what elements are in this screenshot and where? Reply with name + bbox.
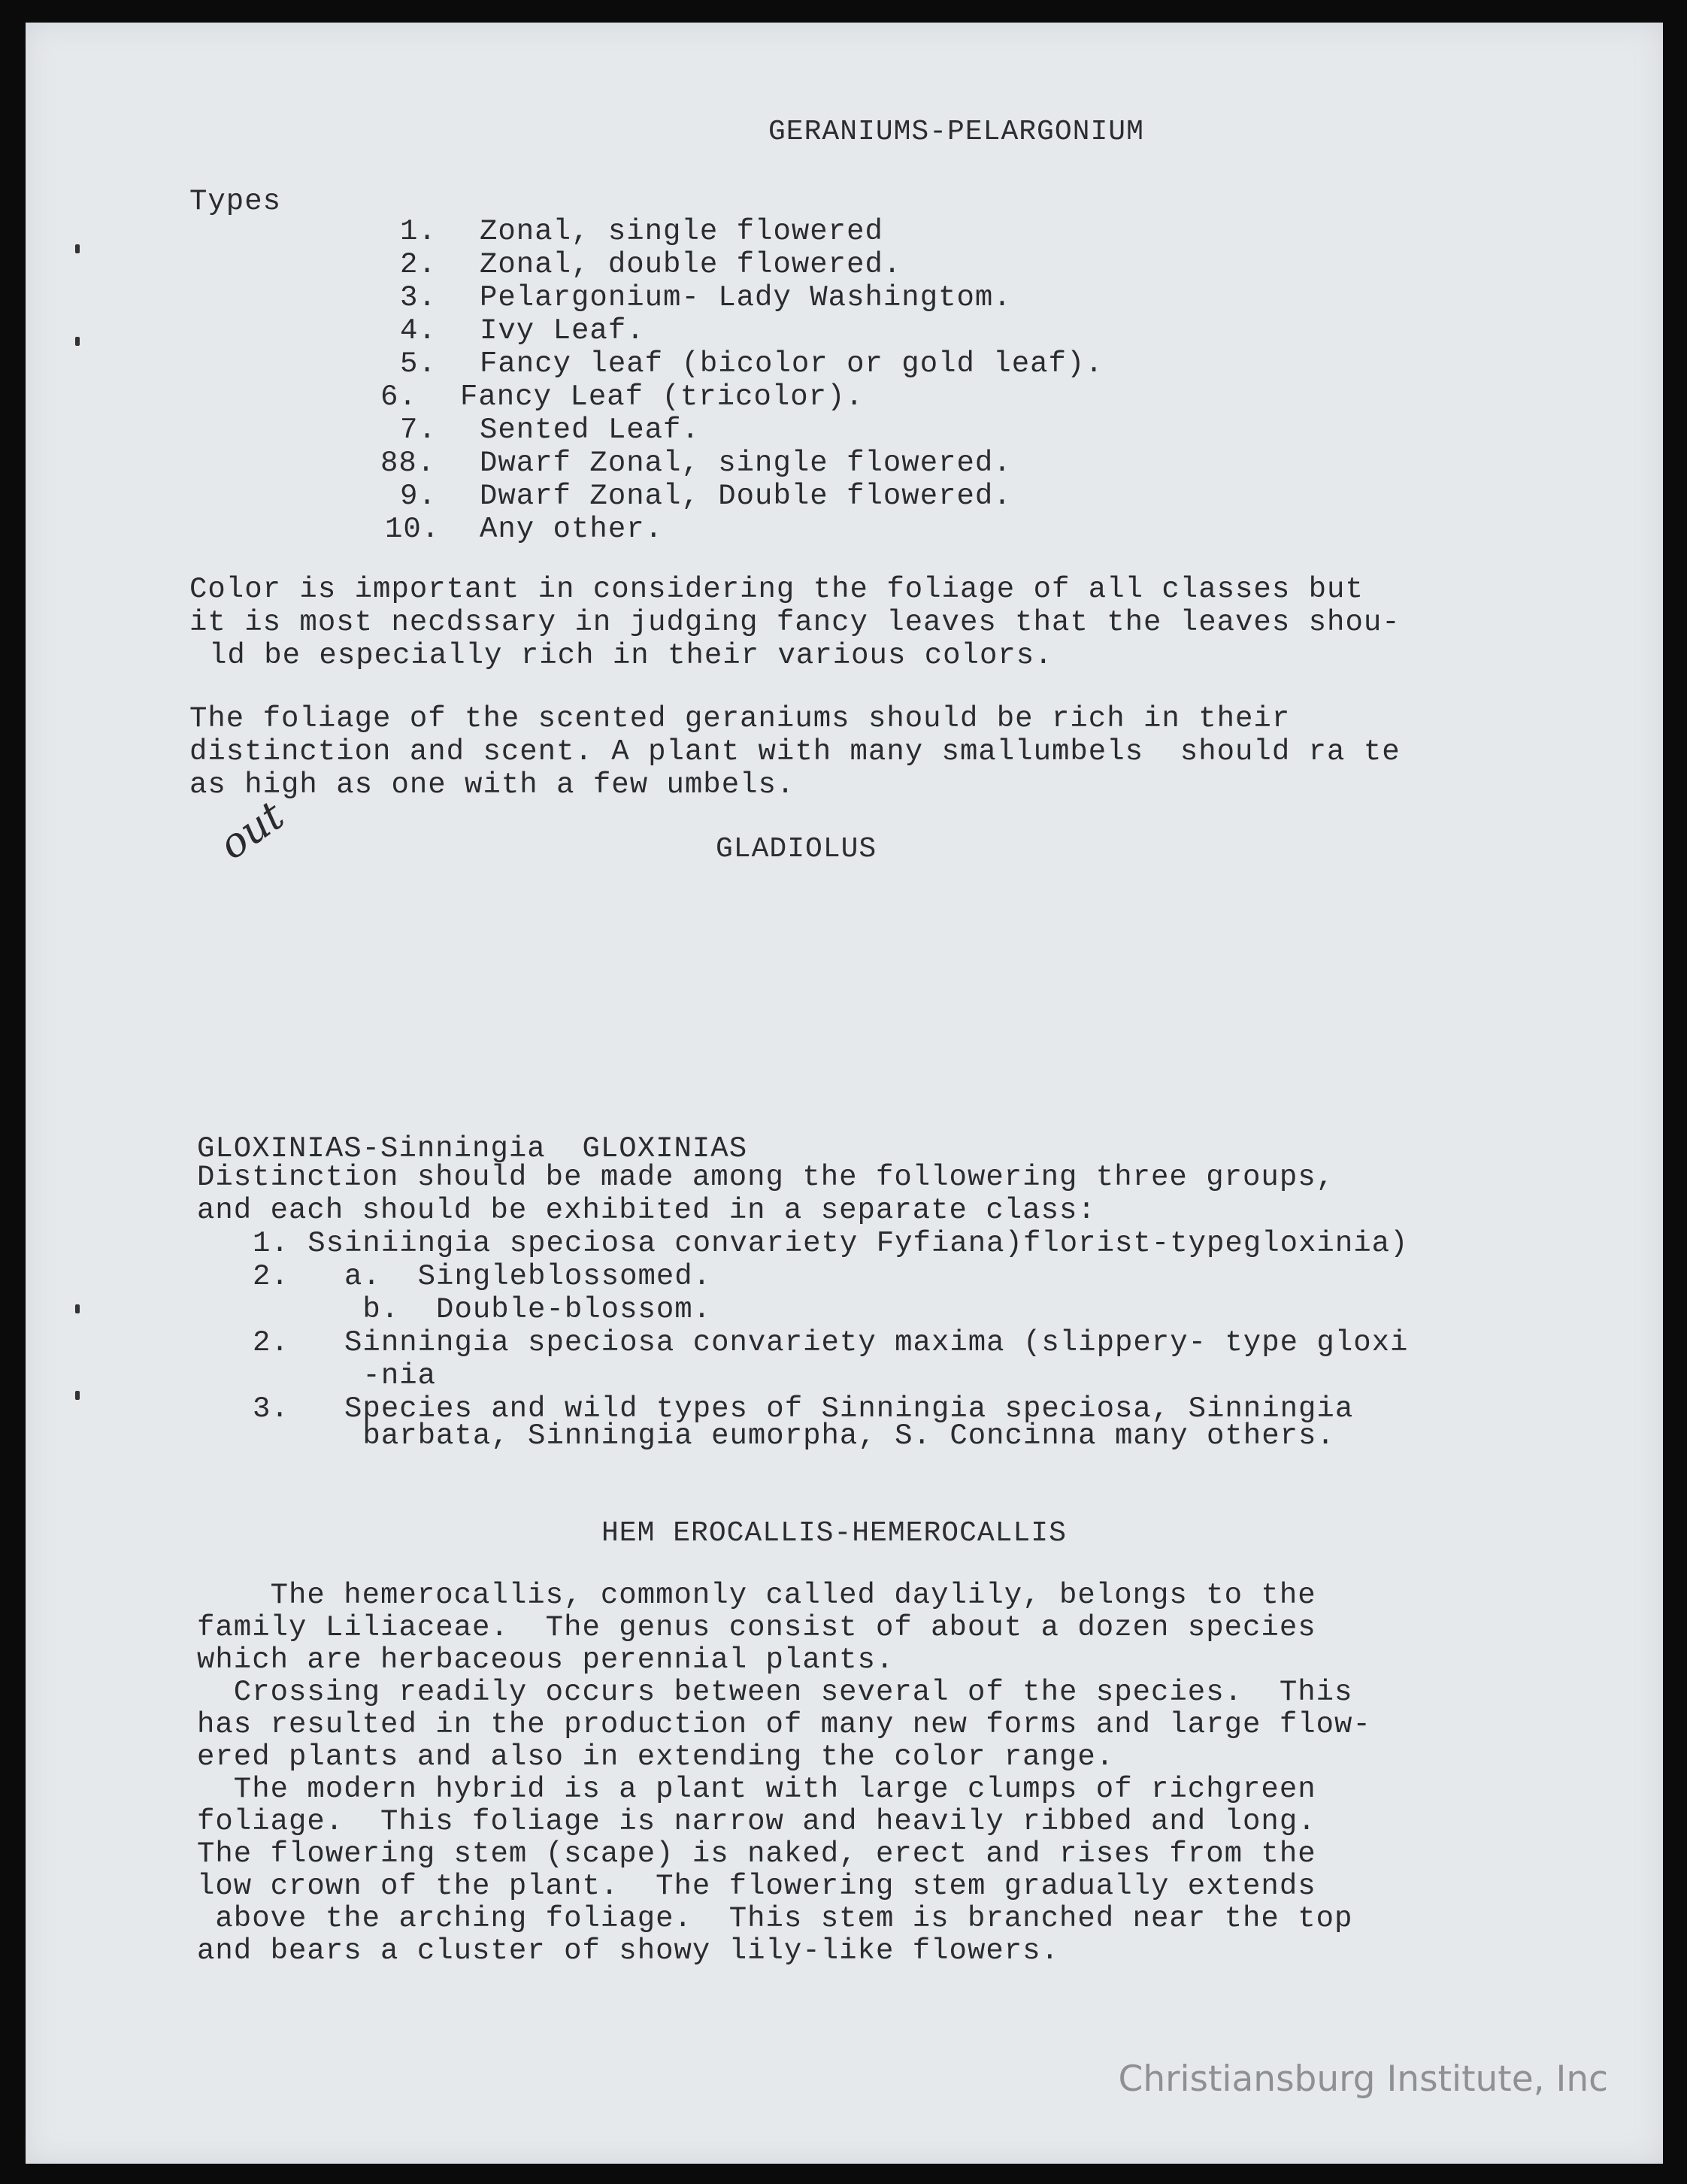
list-item: barbata, Sinningia eumorpha, S. Concinna many others. bbox=[253, 1419, 1335, 1452]
gloxinias-intro-line: Distinction should be made among the followering three groups, bbox=[197, 1161, 1335, 1194]
type-text: Ivy Leaf. bbox=[480, 314, 645, 347]
type-text: Pelargonium- Lady Washingtom. bbox=[480, 281, 1012, 314]
type-number: 88. bbox=[380, 447, 436, 480]
list-item: b. Double-blossom. bbox=[253, 1293, 712, 1326]
list-item: 2. Sinningia speciosa convariety maxima (slippery- type gloxi bbox=[253, 1326, 1409, 1359]
type-number: 1. bbox=[400, 215, 437, 248]
paragraph-line: and bears a cluster of showy lily-like flowers. bbox=[197, 1934, 1059, 1967]
type-number: 2. bbox=[400, 248, 437, 281]
margin-mark bbox=[75, 1391, 80, 1400]
paragraph-line: low crown of the plant. The flowering stem gradually extends bbox=[197, 1870, 1316, 1903]
paragraph-line: Color is important in considering the foliage of all classes but bbox=[189, 573, 1364, 606]
type-number: 6. bbox=[380, 380, 417, 413]
type-text: Any other. bbox=[480, 513, 664, 546]
type-text: Dwarf Zonal, single flowered. bbox=[480, 447, 1012, 480]
type-number: 7. bbox=[400, 413, 437, 447]
type-number: 10. bbox=[385, 513, 441, 546]
margin-mark bbox=[75, 337, 80, 346]
type-number: 3. bbox=[400, 281, 437, 314]
type-text: Fancy Leaf (tricolor). bbox=[460, 380, 864, 413]
type-text: Zonal, double flowered. bbox=[480, 248, 902, 281]
margin-mark bbox=[75, 244, 80, 253]
handwritten-note: out bbox=[210, 791, 293, 869]
type-number: 4. bbox=[400, 314, 437, 347]
watermark: Christiansburg Institute, Inc bbox=[1118, 2058, 1608, 2100]
gloxinias-heading: GLOXINIAS-Sinningia GLOXINIAS bbox=[197, 1132, 748, 1165]
margin-mark bbox=[75, 1304, 80, 1313]
hemerocallis-title: HEM EROCALLIS-HEMEROCALLIS bbox=[601, 1517, 1067, 1549]
paragraph-line: foliage. This foliage is narrow and heavily ribbed and long. bbox=[197, 1805, 1316, 1838]
gladiolus-title: GLADIOLUS bbox=[716, 833, 877, 865]
type-text: Dwarf Zonal, Double flowered. bbox=[480, 480, 1012, 513]
list-item: 3. Species and wild types of Sinningia speciosa, Sinningia bbox=[253, 1392, 1354, 1425]
paragraph-line: has resulted in the production of many new forms and large flow- bbox=[197, 1708, 1371, 1741]
paragraph-line: Crossing readily occurs between several of the species. This bbox=[197, 1676, 1353, 1709]
gloxinias-intro-line: and each should be exhibited in a separate class: bbox=[197, 1194, 1096, 1227]
paragraph-line: ered plants and also in extending the color range. bbox=[197, 1740, 1115, 1774]
paragraph-line: above the arching foliage. This stem is branched near the top bbox=[197, 1902, 1353, 1935]
paragraph-line: it is most necdssary in judging fancy leaves that the leaves shou- bbox=[189, 606, 1401, 639]
type-number: 5. bbox=[400, 347, 437, 380]
list-item: 1. Ssiniingia speciosa convariety Fyfiana)florist-typegloxinia) bbox=[253, 1227, 1409, 1260]
geraniums-title: GERANIUMS-PELARGONIUM bbox=[768, 116, 1144, 148]
paragraph-line: distinction and scent. A plant with many smallumbels should ra te bbox=[189, 735, 1401, 768]
type-text: Sented Leaf. bbox=[480, 413, 700, 447]
types-label: Types bbox=[189, 185, 282, 218]
list-item: 2. a. Singleblossomed. bbox=[253, 1260, 712, 1293]
paragraph-line: ld be especially rich in their various colors. bbox=[209, 639, 1053, 672]
paragraph-line: The hemerocallis, commonly called daylily, belongs to the bbox=[197, 1579, 1316, 1612]
list-item: -nia bbox=[253, 1359, 437, 1392]
type-number: 9. bbox=[400, 480, 437, 513]
paragraph-line: The modern hybrid is a plant with large clumps of richgreen bbox=[197, 1773, 1316, 1806]
type-text: Zonal, single flowered bbox=[480, 215, 883, 248]
paragraph-line: The flowering stem (scape) is naked, erect and rises from the bbox=[197, 1837, 1316, 1870]
paragraph-line: as high as one with a few umbels. bbox=[189, 768, 795, 801]
paragraph-line: which are herbaceous perennial plants. bbox=[197, 1643, 895, 1677]
paragraph-line: The foliage of the scented geraniums should be rich in their bbox=[189, 702, 1291, 735]
type-text: Fancy leaf (bicolor or gold leaf). bbox=[480, 347, 1104, 380]
paragraph-line: family Liliaceae. The genus consist of about a dozen species bbox=[197, 1611, 1316, 1644]
